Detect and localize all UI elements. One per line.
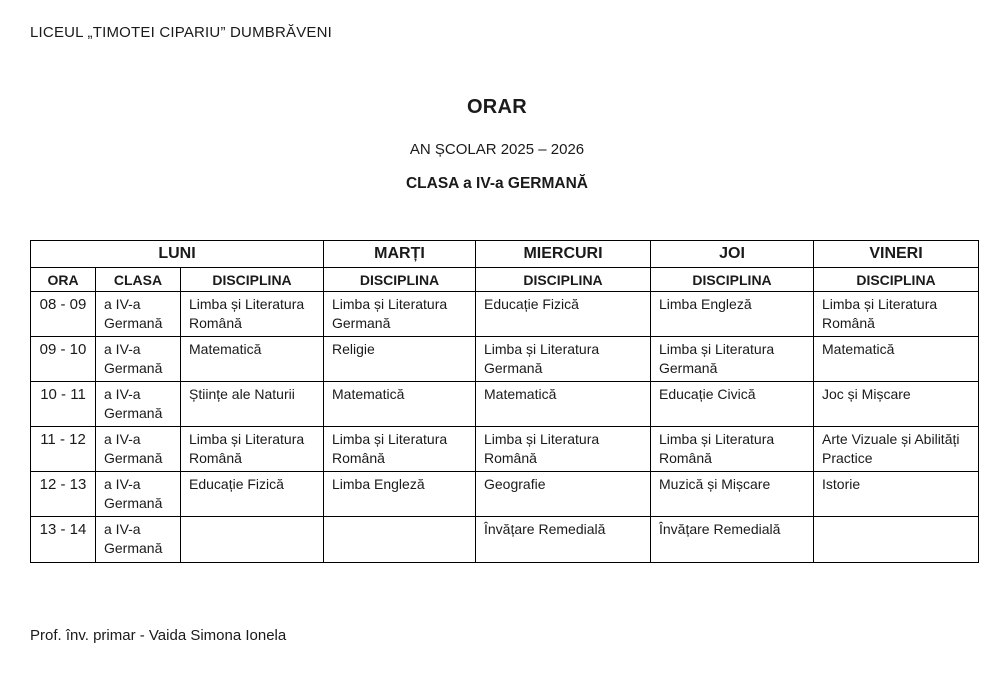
col-header-disciplina-joi: DISCIPLINA bbox=[651, 268, 814, 292]
school-year-subtitle: AN ȘCOLAR 2025 – 2026 bbox=[409, 141, 585, 158]
day-header-miercuri: MIERCURI bbox=[476, 241, 651, 268]
ora-cell: 08 - 09 bbox=[31, 292, 96, 337]
subject-cell-miercuri: Limba și Literatura Română bbox=[476, 427, 651, 472]
subject-cell-luni: Matematică bbox=[181, 337, 324, 382]
subject-cell-miercuri: Educație Fizică bbox=[476, 292, 651, 337]
document-title: ORAR bbox=[466, 96, 528, 118]
col-header-disciplina-luni: DISCIPLINA bbox=[181, 268, 324, 292]
ora-cell: 13 - 14 bbox=[31, 517, 96, 563]
day-header-vineri: VINERI bbox=[814, 241, 979, 268]
ora-cell: 12 - 13 bbox=[31, 472, 96, 517]
subject-cell-marti bbox=[324, 517, 476, 563]
clasa-cell: a IV-a Germană bbox=[96, 427, 181, 472]
subject-cell-vineri: Limba și Literatura Română bbox=[814, 292, 979, 337]
subject-cell-marti: Matematică bbox=[324, 382, 476, 427]
day-header-joi: JOI bbox=[651, 241, 814, 268]
ora-cell: 10 - 11 bbox=[31, 382, 96, 427]
subject-cell-joi: Muzică și Mișcare bbox=[651, 472, 814, 517]
col-header-ora: ORA bbox=[31, 268, 96, 292]
subject-cell-vineri: Matematică bbox=[814, 337, 979, 382]
subject-cell-joi: Limba Engleză bbox=[651, 292, 814, 337]
ora-cell: 09 - 10 bbox=[31, 337, 96, 382]
subject-cell-joi: Limba și Literatura Germană bbox=[651, 337, 814, 382]
subject-cell-vineri: Istorie bbox=[814, 472, 979, 517]
subject-cell-marti: Limba și Literatura Română bbox=[324, 427, 476, 472]
clasa-cell: a IV-a Germană bbox=[96, 382, 181, 427]
clasa-cell: a IV-a Germană bbox=[96, 517, 181, 563]
subject-cell-joi: Învățare Remedială bbox=[651, 517, 814, 563]
day-header-row bbox=[31, 241, 979, 268]
col-header-disciplina-miercuri: DISCIPLINA bbox=[476, 268, 651, 292]
subject-cell-joi: Limba și Literatura Română bbox=[651, 427, 814, 472]
clasa-cell: a IV-a Germană bbox=[96, 292, 181, 337]
school-name: LICEUL „TIMOTEI CIPARIU” DUMBRĂVENI bbox=[30, 24, 333, 41]
day-header-marti: MARȚI bbox=[324, 241, 476, 268]
teacher-signature-line: Prof. înv. primar - Vaida Simona Ionela bbox=[30, 627, 287, 644]
subject-cell-miercuri: Învățare Remedială bbox=[476, 517, 651, 563]
table-row bbox=[31, 382, 979, 427]
day-header-luni: LUNI bbox=[31, 241, 324, 268]
col-header-clasa: CLASA bbox=[96, 268, 181, 292]
column-header-row bbox=[31, 268, 979, 292]
subject-cell-vineri: Joc și Mișcare bbox=[814, 382, 979, 427]
table-row bbox=[31, 427, 979, 472]
timetable bbox=[30, 240, 979, 563]
subject-cell-marti: Religie bbox=[324, 337, 476, 382]
subject-cell-vineri bbox=[814, 517, 979, 563]
subject-cell-luni: Educație Fizică bbox=[181, 472, 324, 517]
subject-cell-marti: Limba și Literatura Germană bbox=[324, 292, 476, 337]
col-header-disciplina-marti: DISCIPLINA bbox=[324, 268, 476, 292]
table-row bbox=[31, 337, 979, 382]
ora-cell: 11 - 12 bbox=[31, 427, 96, 472]
subject-cell-luni bbox=[181, 517, 324, 563]
timetable-body bbox=[31, 292, 979, 563]
subject-cell-miercuri: Matematică bbox=[476, 382, 651, 427]
subject-cell-vineri: Arte Vizuale și Abilități Practice bbox=[814, 427, 979, 472]
subject-cell-joi: Educație Civică bbox=[651, 382, 814, 427]
subject-cell-luni: Limba și Literatura Română bbox=[181, 292, 324, 337]
subject-cell-luni: Științe ale Naturii bbox=[181, 382, 324, 427]
subject-cell-miercuri: Geografie bbox=[476, 472, 651, 517]
table-row bbox=[31, 517, 979, 563]
class-line: CLASA a IV-a GERMANĂ bbox=[405, 175, 588, 192]
subject-cell-luni: Limba și Literatura Română bbox=[181, 427, 324, 472]
clasa-cell: a IV-a Germană bbox=[96, 337, 181, 382]
subject-cell-miercuri: Limba și Literatura Germană bbox=[476, 337, 651, 382]
title-block bbox=[0, 96, 994, 193]
table-row bbox=[31, 292, 979, 337]
col-header-disciplina-vineri: DISCIPLINA bbox=[814, 268, 979, 292]
table-row bbox=[31, 472, 979, 517]
clasa-cell: a IV-a Germană bbox=[96, 472, 181, 517]
subject-cell-marti: Limba Engleză bbox=[324, 472, 476, 517]
